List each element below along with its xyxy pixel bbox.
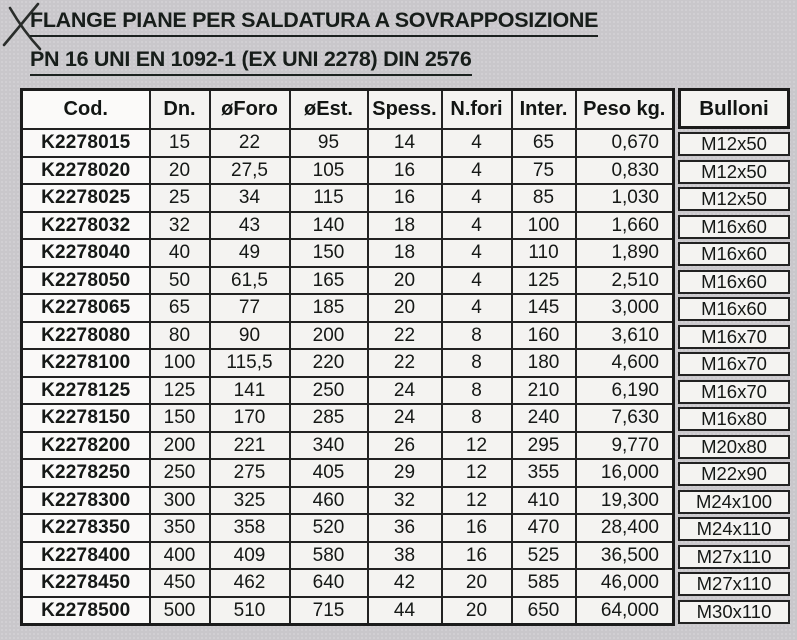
- code-cell: K2278500: [22, 597, 150, 625]
- table-cell: 36,500: [576, 542, 674, 570]
- code-cell: K2278250: [22, 459, 150, 487]
- table-row: [22, 129, 674, 157]
- table-cell: 115,5: [210, 349, 290, 377]
- table-row: [22, 514, 674, 542]
- table-cell: 24: [368, 377, 442, 405]
- table-cell: 80: [150, 322, 210, 350]
- table-row: [22, 184, 674, 212]
- table-cell: 150: [290, 239, 368, 267]
- bulloni-cell: M12x50: [678, 132, 790, 156]
- table-cell: 8: [442, 322, 512, 350]
- table-cell: 358: [210, 514, 290, 542]
- table-cell: 12: [442, 432, 512, 460]
- table-cell: 285: [290, 404, 368, 432]
- table-cell: 200: [150, 432, 210, 460]
- table-cell: 240: [512, 404, 576, 432]
- table-cell: 650: [512, 597, 576, 625]
- bulloni-cell: M22x90: [678, 462, 790, 486]
- bulloni-cell: M16x60: [678, 297, 790, 321]
- table-cell: 110: [512, 239, 576, 267]
- table-row: [22, 294, 674, 322]
- code-cell: K2278100: [22, 349, 150, 377]
- code-cell: K2278050: [22, 267, 150, 295]
- table-cell: 28,400: [576, 514, 674, 542]
- table-row: [22, 349, 674, 377]
- table-cell: 145: [512, 294, 576, 322]
- column-header: Spess.: [368, 90, 442, 130]
- code-cell: K2278040: [22, 239, 150, 267]
- code-cell: K2278200: [22, 432, 150, 460]
- table-cell: 2,510: [576, 267, 674, 295]
- page-subtitle: PN 16 UNI EN 1092-1 (EX UNI 2278) DIN 2576: [30, 47, 472, 76]
- table-cell: 1,030: [576, 184, 674, 212]
- table-cell: 580: [290, 542, 368, 570]
- table-cell: 22: [368, 322, 442, 350]
- table-cell: 8: [442, 349, 512, 377]
- table-cell: 140: [290, 212, 368, 240]
- table-cell: 4: [442, 157, 512, 185]
- code-cell: K2278450: [22, 569, 150, 597]
- table-cell: 27,5: [210, 157, 290, 185]
- table-cell: 15: [150, 129, 210, 157]
- table-cell: 510: [210, 597, 290, 625]
- table-cell: 275: [210, 459, 290, 487]
- table-cell: 95: [290, 129, 368, 157]
- table-cell: 61,5: [210, 267, 290, 295]
- table-cell: 4: [442, 212, 512, 240]
- column-header: Cod.: [22, 90, 150, 130]
- bulloni-cell: M20x80: [678, 435, 790, 459]
- table-cell: 65: [150, 294, 210, 322]
- table-cell: 64,000: [576, 597, 674, 625]
- code-cell: K2278150: [22, 404, 150, 432]
- table-cell: 0,670: [576, 129, 674, 157]
- table-cell: 125: [512, 267, 576, 295]
- table-cell: 409: [210, 542, 290, 570]
- table-cell: 16: [368, 157, 442, 185]
- table-cell: 462: [210, 569, 290, 597]
- table-cell: 520: [290, 514, 368, 542]
- column-header: Dn.: [150, 90, 210, 130]
- table-cell: 1,660: [576, 212, 674, 240]
- table-cell: 12: [442, 487, 512, 515]
- bulloni-cell: M12x50: [678, 160, 790, 184]
- table-cell: 32: [368, 487, 442, 515]
- table-cell: 585: [512, 569, 576, 597]
- table-row: [22, 239, 674, 267]
- table-cell: 8: [442, 377, 512, 405]
- table-cell: 16: [442, 514, 512, 542]
- table-cell: 3,000: [576, 294, 674, 322]
- bulloni-cell: M27x110: [678, 572, 790, 596]
- header-row: [22, 90, 674, 130]
- table-row: [22, 212, 674, 240]
- table-cell: 24: [368, 404, 442, 432]
- table-cell: 40: [150, 239, 210, 267]
- table-cell: 295: [512, 432, 576, 460]
- code-cell: K2278015: [22, 129, 150, 157]
- table-cell: 26: [368, 432, 442, 460]
- code-cell: K2278065: [22, 294, 150, 322]
- table-cell: 34: [210, 184, 290, 212]
- bulloni-cell: M16x60: [678, 215, 790, 239]
- table-cell: 4: [442, 239, 512, 267]
- table-cell: 43: [210, 212, 290, 240]
- table-cell: 1,890: [576, 239, 674, 267]
- table-cell: 0,830: [576, 157, 674, 185]
- table-row: [22, 267, 674, 295]
- table-cell: 4: [442, 129, 512, 157]
- table-cell: 9,770: [576, 432, 674, 460]
- table-cell: 200: [290, 322, 368, 350]
- flange-table: [20, 88, 790, 626]
- table-cell: 29: [368, 459, 442, 487]
- main-table: [20, 88, 675, 626]
- table-cell: 42: [368, 569, 442, 597]
- table-cell: 410: [512, 487, 576, 515]
- table-cell: 141: [210, 377, 290, 405]
- table-row: [22, 459, 674, 487]
- table-cell: 160: [512, 322, 576, 350]
- table-cell: 100: [512, 212, 576, 240]
- table-cell: 125: [150, 377, 210, 405]
- table-cell: 20: [442, 597, 512, 625]
- bulloni-cell: M30x110: [678, 600, 790, 624]
- column-header-bulloni: Bulloni: [678, 88, 790, 129]
- table-row: [22, 597, 674, 625]
- table-cell: 20: [442, 569, 512, 597]
- table-cell: 450: [150, 569, 210, 597]
- table-cell: 20: [368, 294, 442, 322]
- code-cell: K2278032: [22, 212, 150, 240]
- table-cell: 19,300: [576, 487, 674, 515]
- table-cell: 65: [512, 129, 576, 157]
- table-cell: 38: [368, 542, 442, 570]
- table-cell: 100: [150, 349, 210, 377]
- table-row: [22, 542, 674, 570]
- table-cell: 250: [150, 459, 210, 487]
- table-row: [22, 569, 674, 597]
- table-row: [22, 322, 674, 350]
- table-cell: 22: [368, 349, 442, 377]
- table-cell: 22: [210, 129, 290, 157]
- table-cell: 36: [368, 514, 442, 542]
- table-cell: 50: [150, 267, 210, 295]
- table-cell: 470: [512, 514, 576, 542]
- table-cell: 75: [512, 157, 576, 185]
- table-cell: 16: [368, 184, 442, 212]
- table-cell: 8: [442, 404, 512, 432]
- bulloni-cell: M24x100: [678, 490, 790, 514]
- table-cell: 150: [150, 404, 210, 432]
- table-cell: 350: [150, 514, 210, 542]
- table-cell: 221: [210, 432, 290, 460]
- table-cell: 20: [368, 267, 442, 295]
- bulloni-column: [678, 88, 790, 624]
- table-cell: 7,630: [576, 404, 674, 432]
- column-header: N.fori: [442, 90, 512, 130]
- table-cell: 77: [210, 294, 290, 322]
- table-row: [22, 404, 674, 432]
- table-cell: 170: [210, 404, 290, 432]
- bulloni-cell: M16x60: [678, 242, 790, 266]
- code-cell: K2278350: [22, 514, 150, 542]
- table-row: [22, 487, 674, 515]
- column-header: Inter.: [512, 90, 576, 130]
- table-row: [22, 432, 674, 460]
- table-cell: 46,000: [576, 569, 674, 597]
- code-cell: K2278080: [22, 322, 150, 350]
- column-header: Peso kg.: [576, 90, 674, 130]
- table-cell: 90: [210, 322, 290, 350]
- table-cell: 49: [210, 239, 290, 267]
- table-cell: 220: [290, 349, 368, 377]
- table-cell: 500: [150, 597, 210, 625]
- table-cell: 85: [512, 184, 576, 212]
- table-row: [22, 377, 674, 405]
- bulloni-cell: M12x50: [678, 187, 790, 211]
- table-cell: 18: [368, 239, 442, 267]
- column-header: øForo: [210, 90, 290, 130]
- table-cell: 16: [442, 542, 512, 570]
- table-cell: 6,190: [576, 377, 674, 405]
- table-cell: 250: [290, 377, 368, 405]
- table-cell: 400: [150, 542, 210, 570]
- table-cell: 525: [512, 542, 576, 570]
- table-cell: 210: [512, 377, 576, 405]
- table-cell: 405: [290, 459, 368, 487]
- code-cell: K2278020: [22, 157, 150, 185]
- table-row: [22, 157, 674, 185]
- table-cell: 640: [290, 569, 368, 597]
- table-cell: 12: [442, 459, 512, 487]
- table-cell: 44: [368, 597, 442, 625]
- table-cell: 20: [150, 157, 210, 185]
- table-cell: 14: [368, 129, 442, 157]
- table-cell: 4,600: [576, 349, 674, 377]
- table-cell: 18: [368, 212, 442, 240]
- table-cell: 165: [290, 267, 368, 295]
- bulloni-cell: M16x80: [678, 407, 790, 431]
- bulloni-cell: M24x110: [678, 517, 790, 541]
- code-cell: K2278125: [22, 377, 150, 405]
- page-title: FLANGE PIANE PER SALDATURA A SOVRAPPOSIZIONE: [30, 8, 598, 37]
- table-cell: 4: [442, 267, 512, 295]
- code-cell: K2278025: [22, 184, 150, 212]
- bulloni-cell: M27x110: [678, 545, 790, 569]
- table-cell: 115: [290, 184, 368, 212]
- table-cell: 3,610: [576, 322, 674, 350]
- bulloni-cell: M16x60: [678, 270, 790, 294]
- table-cell: 180: [512, 349, 576, 377]
- table-cell: 300: [150, 487, 210, 515]
- code-cell: K2278400: [22, 542, 150, 570]
- table-cell: 4: [442, 294, 512, 322]
- table-cell: 16,000: [576, 459, 674, 487]
- table-cell: 185: [290, 294, 368, 322]
- table-cell: 32: [150, 212, 210, 240]
- table-cell: 25: [150, 184, 210, 212]
- table-cell: 715: [290, 597, 368, 625]
- code-cell: K2278300: [22, 487, 150, 515]
- bulloni-cell: M16x70: [678, 325, 790, 349]
- title-block: [30, 8, 598, 76]
- table-cell: 355: [512, 459, 576, 487]
- table-cell: 340: [290, 432, 368, 460]
- table-cell: 4: [442, 184, 512, 212]
- bulloni-cell: M16x70: [678, 352, 790, 376]
- table-cell: 325: [210, 487, 290, 515]
- table-cell: 460: [290, 487, 368, 515]
- bulloni-cell: M16x70: [678, 380, 790, 404]
- column-header: øEst.: [290, 90, 368, 130]
- table-cell: 105: [290, 157, 368, 185]
